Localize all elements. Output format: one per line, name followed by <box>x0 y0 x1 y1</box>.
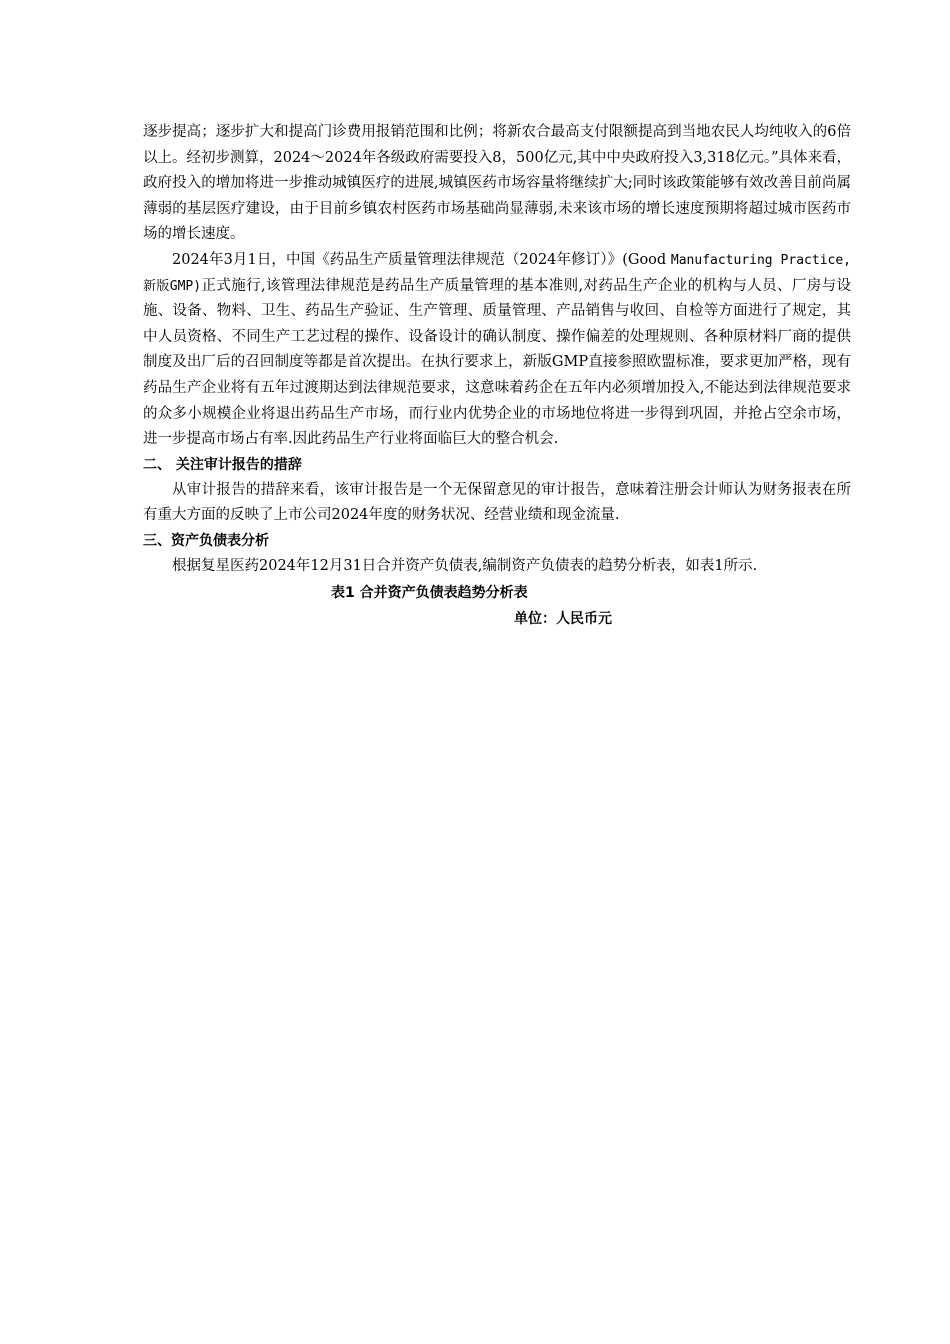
table-title: 表1 合并资产负债表趋势分析表 <box>331 584 528 601</box>
table-unit: 单位：人民币元 <box>514 610 612 627</box>
paragraph-policy-investment: 逐步提高；逐步扩大和提高门诊费用报销范围和比例；将新农合最高支付限额提高到当地农民人均纯收入的6倍以上。经初步测算，2024～2024年各级政府需要投入8，500亿元,其中中央政府投入3,318亿元。”具体来看，政府投入的增加将进一步推动城镇医疗的进展,城镇医药市场容量将继续扩大;同时该政策能够有效改善目前尚属薄弱的基层医疗建设，由于目前乡镇农村医药市场基础尚显薄弱,未来该市场的增长速度预期将超过城市医药市场的增长速度。 <box>143 124 851 243</box>
section-heading-balance-sheet: 三、资产负债表分析 <box>143 532 269 549</box>
paragraph-balance-sheet-intro: 根据复星医药2024年12月31日合并资产负债表,编制资产负债表的趋势分析表，如表1所示. <box>172 557 758 574</box>
gmp-intro-text: 2024年3月1日，中国《药品生产质量管理法律规范（2024年修订）》(Good <box>172 251 671 268</box>
section-heading-audit-report: 二、 关注审计报告的措辞 <box>143 456 302 473</box>
gmp-body-text: 正式施行,该管理法律规范是药品生产质量管理的基本准则,对药品生产企业的机构与人员、厂房与设施、设备、物料、卫生、药品生产验证、生产管理、质量管理、产品销售与收回、自检等方面进行了规定，其中人员资格、不同生产工艺过程的操作、设备设计的确认制度、操作偏差的处理规则、各种原材料厂商的提供制度及出厂后的召回制度等都是首次提出。在执行要求上，新版GMP直接参照欧盟标准，要求更加严格，现有药品生产企业将有五年过渡期达到法律规范要求，这意味着药企在五年内必须增加投入,不能达到法律规范要求的众多小规模企业将退出药品生产市场，而行业内优势企业的市场地位将进一步得到巩固，并抢占空余市场，进一步提高市场占有率.因此药品生产行业将面临巨大的整合机会. <box>143 277 851 448</box>
gmp-english-text: Manufacturing Practice,新版GMP) <box>143 252 851 294</box>
paragraph-gmp <box>143 248 851 453</box>
paragraph-audit-opinion: 从审计报告的措辞来看，该审计报告是一个无保留意见的审计报告，意味着注册会计师认为财务报表在所有重大方面的反映了上市公司2024年度的财务状况、经营业绩和现金流量. <box>143 481 851 524</box>
document-page <box>143 120 851 632</box>
